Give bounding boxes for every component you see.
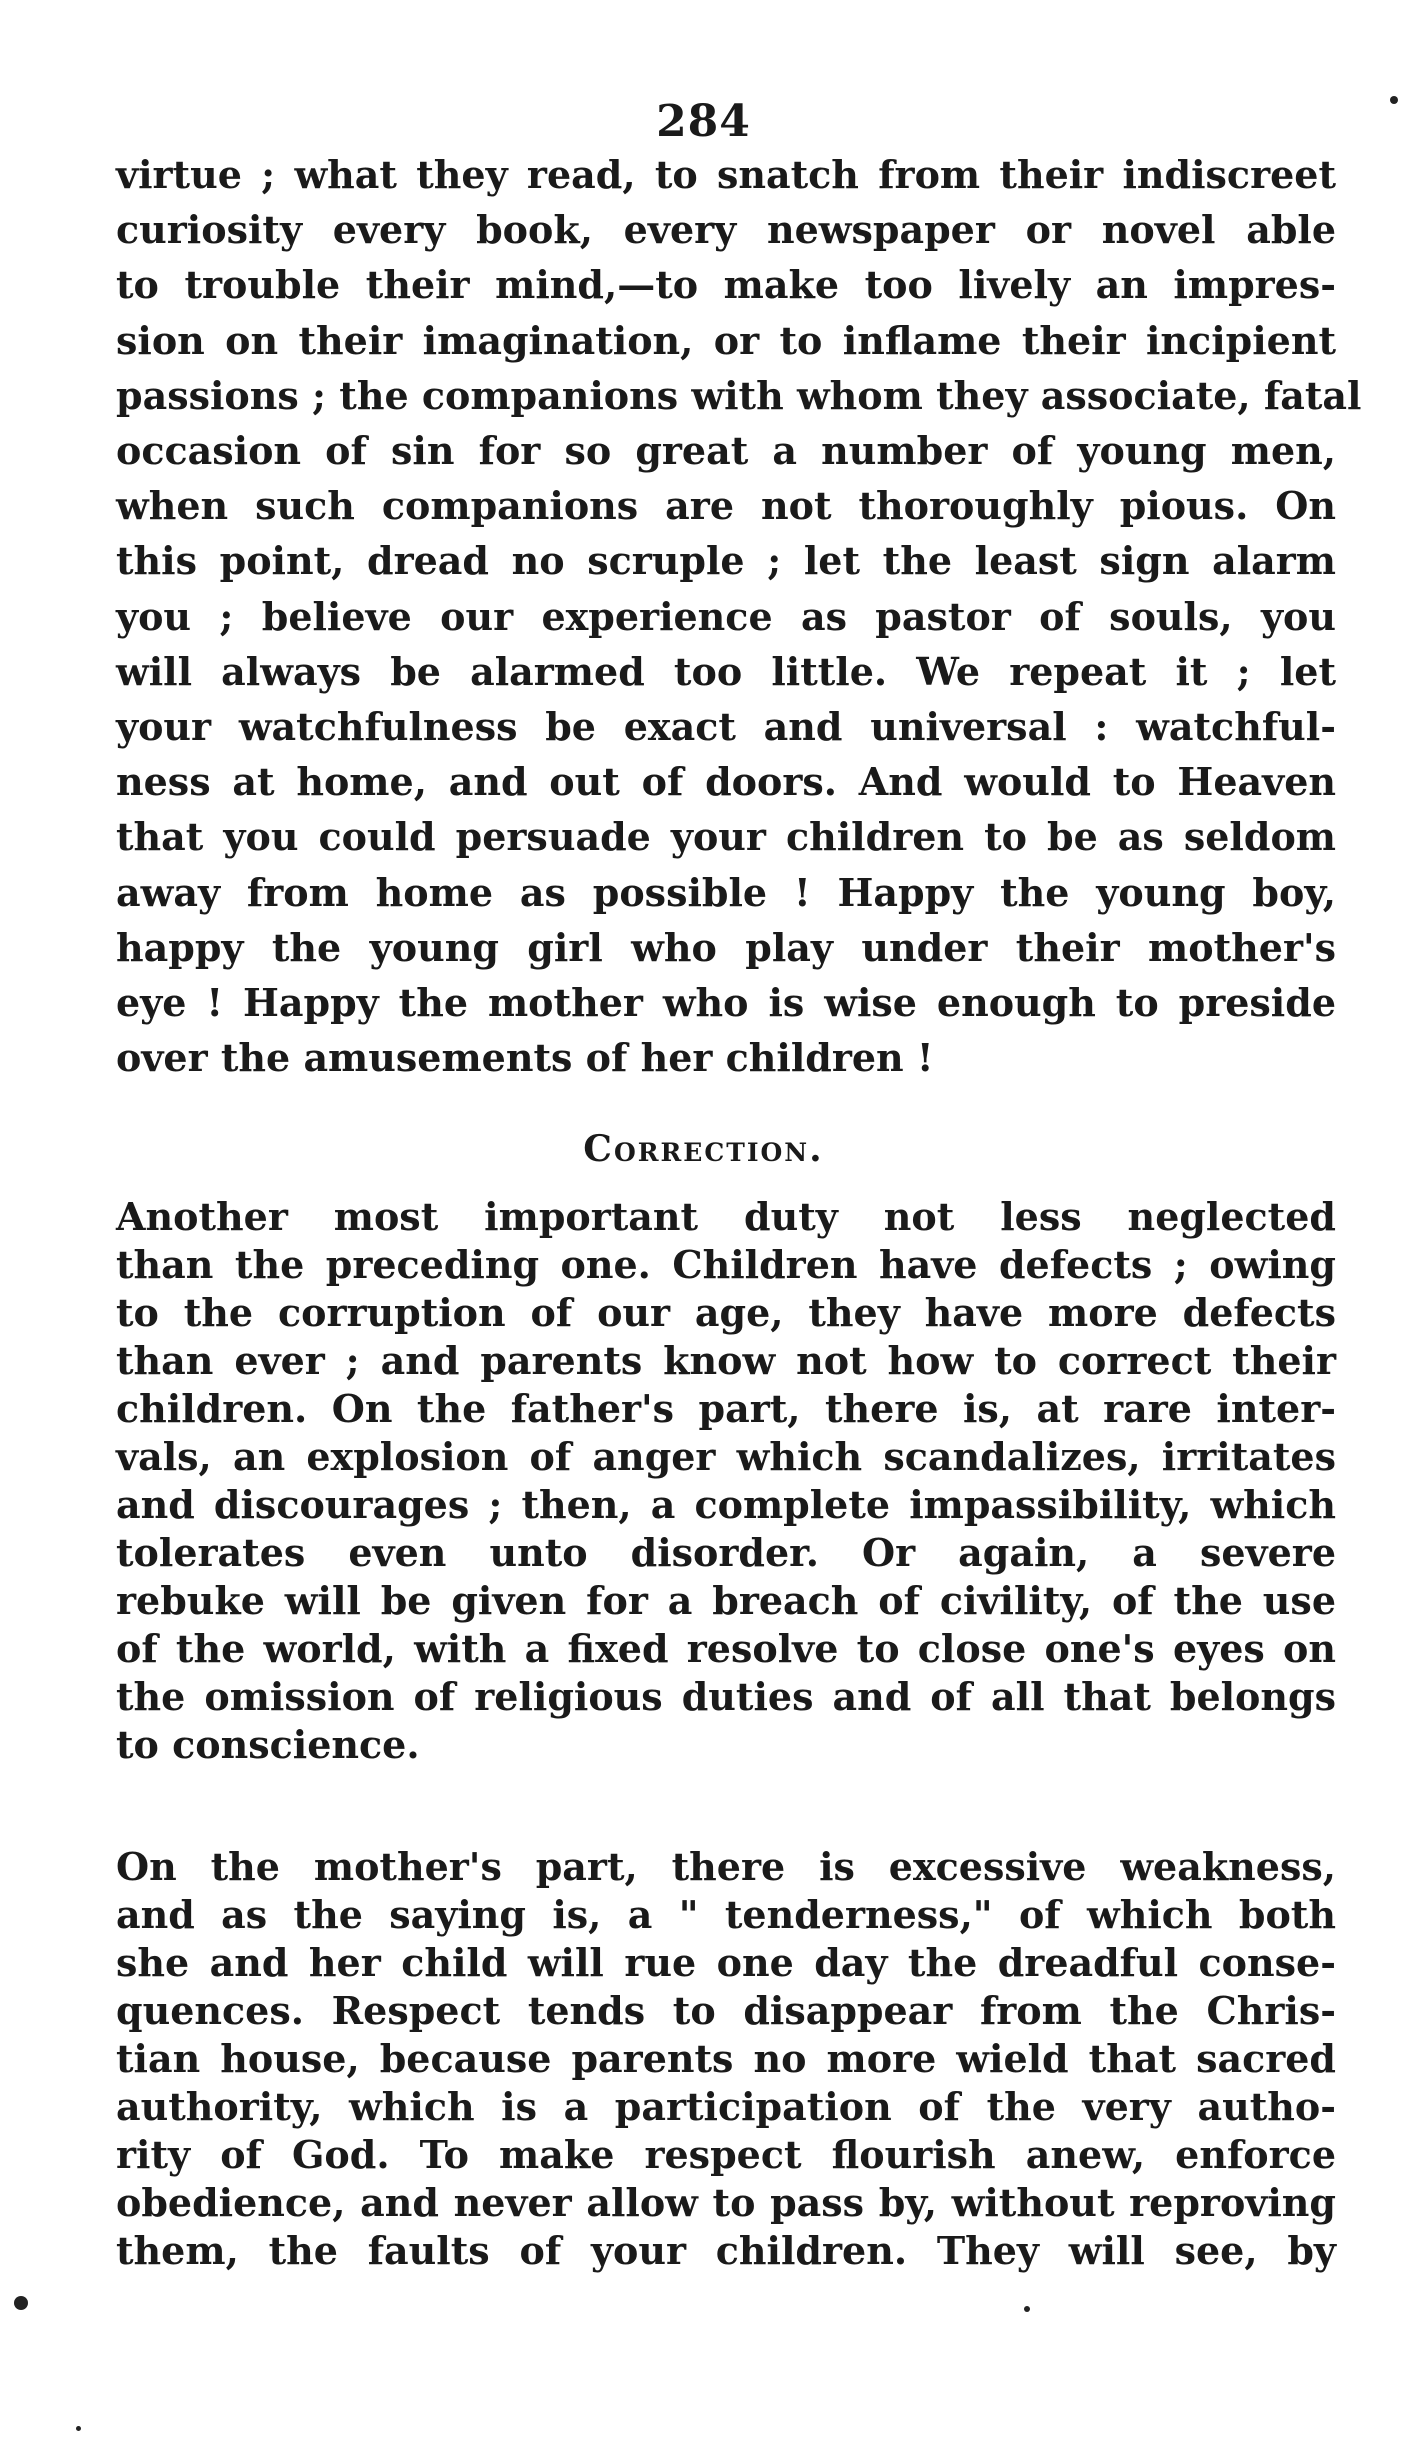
text-line: away from home as possible ! Happy the young boy, <box>116 869 1336 915</box>
print-speck <box>76 2426 81 2431</box>
text-line: to conscience. <box>116 1722 420 1767</box>
text-line: over the amusements of her children ! <box>116 1035 934 1081</box>
text-line: occasion of sin for so great a number of young men, <box>116 428 1336 473</box>
section-heading: Correction. <box>583 1128 824 1170</box>
text-line: and as the saying is, a " tenderness," of which both <box>116 1892 1336 1937</box>
text-line: rity of God. To make respect flourish anew, enforce <box>116 2132 1336 2177</box>
text-line: curiosity every book, every newspaper or novel able <box>116 207 1336 253</box>
text-line: virtue ; what they read, to snatch from their indiscreet <box>116 152 1336 197</box>
text-line: children. On the father's part, there is, at rare inter- <box>116 1386 1336 1431</box>
print-speck <box>1390 96 1398 104</box>
text-line: rebuke will be given for a breach of civility, of the use <box>116 1578 1336 1623</box>
text-line: ness at home, and out of doors. And would to Heaven <box>116 759 1336 805</box>
text-line: will always be alarmed too little. We repeat it ; let <box>116 648 1336 694</box>
text-line: she and her child will rue one day the dreadful conse- <box>116 1940 1336 1985</box>
text-line: that you could persuade your children to be as seldom <box>116 814 1336 860</box>
page-number: 284 <box>656 96 751 147</box>
print-speck <box>14 2296 28 2310</box>
text-line: when such companions are not thoroughly pious. On <box>116 483 1336 529</box>
text-line: this point, dread no scruple ; let the least sign alarm <box>116 538 1336 584</box>
text-line: tian house, because parents no more wield that sacred <box>116 2036 1336 2081</box>
text-line: obedience, and never allow to pass by, without reproving <box>116 2180 1336 2225</box>
text-line: and discourages ; then, a complete impassibility, which <box>116 1482 1336 1527</box>
text-line: happy the young girl who play under their mother's <box>116 924 1336 970</box>
text-line: your watchfulness be exact and universal : watchful- <box>116 704 1336 749</box>
text-line: you ; believe our experience as pastor of souls, you <box>116 593 1336 639</box>
print-speck <box>1024 2306 1030 2312</box>
text-line: of the world, with a fixed resolve to close one's eyes on <box>116 1626 1336 1671</box>
text-line: vals, an explosion of anger which scandalizes, irritates <box>116 1434 1336 1479</box>
text-line: quences. Respect tends to disappear from the Chris- <box>116 1988 1336 2033</box>
text-line: to trouble their mind,—to make too lively an impres- <box>116 262 1336 308</box>
text-line: Another most important duty not less neglected <box>116 1194 1336 1239</box>
text-line: On the mother's part, there is excessive weakness, <box>116 1844 1336 1889</box>
text-line: tolerates even unto disorder. Or again, a severe <box>116 1530 1336 1575</box>
text-line: them, the faults of your children. They will see, by <box>116 2228 1336 2273</box>
text-line: eye ! Happy the mother who is wise enough to preside <box>116 980 1336 1025</box>
text-line: than the preceding one. Children have defects ; owing <box>116 1242 1336 1287</box>
text-line: to the corruption of our age, they have more defects <box>116 1290 1336 1335</box>
text-line: passions ; the companions with whom they associate, fatal <box>116 372 1362 418</box>
text-line: than ever ; and parents know not how to correct their <box>116 1338 1336 1383</box>
text-line: the omission of religious duties and of all that belongs <box>116 1674 1336 1719</box>
text-line: authority, which is a participation of the very autho- <box>116 2084 1336 2129</box>
text-line: sion on their imagination, or to inflame their incipient <box>116 317 1336 363</box>
